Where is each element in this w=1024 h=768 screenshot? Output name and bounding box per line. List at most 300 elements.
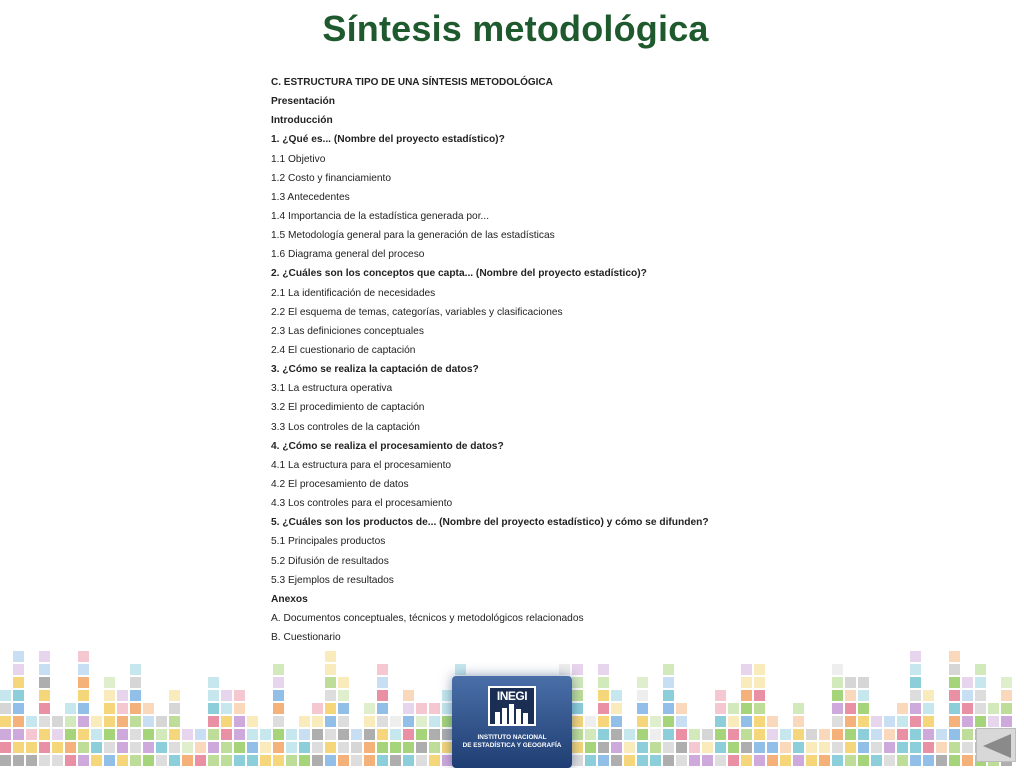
mosaic-tile xyxy=(13,729,24,740)
mosaic-tile xyxy=(832,742,843,753)
mosaic-tile xyxy=(845,729,856,740)
mosaic-tile xyxy=(910,664,921,675)
mosaic-tile xyxy=(65,729,76,740)
mosaic-tile xyxy=(832,755,843,766)
mosaic-tile xyxy=(156,755,167,766)
mosaic-tile xyxy=(416,703,427,714)
mosaic-tile xyxy=(598,742,609,753)
mosaic-tile xyxy=(104,742,115,753)
mosaic-tile xyxy=(741,677,752,688)
mosaic-tile xyxy=(910,703,921,714)
mosaic-tile xyxy=(325,729,336,740)
mosaic-tile xyxy=(572,690,583,701)
mosaic-tile xyxy=(403,755,414,766)
mosaic-tile xyxy=(962,742,973,753)
mosaic-tile xyxy=(234,742,245,753)
mosaic-tile xyxy=(741,716,752,727)
document-line: 1.1 Objetivo xyxy=(271,153,326,165)
mosaic-tile xyxy=(949,651,960,662)
document-line: 2. ¿Cuáles son los conceptos que capta... (Nombre del proyecto estadístico)? xyxy=(271,268,647,280)
mosaic-tile xyxy=(143,703,154,714)
mosaic-tile xyxy=(286,755,297,766)
mosaic-tile xyxy=(663,677,674,688)
mosaic-tile xyxy=(1001,703,1012,714)
mosaic-tile xyxy=(0,729,11,740)
mosaic-tile xyxy=(611,703,622,714)
mosaic-tile xyxy=(234,690,245,701)
mosaic-tile xyxy=(78,716,89,727)
mosaic-tile xyxy=(741,755,752,766)
mosaic-tile xyxy=(624,742,635,753)
mosaic-tile xyxy=(923,729,934,740)
mosaic-tile xyxy=(91,729,102,740)
mosaic-tile xyxy=(273,690,284,701)
mosaic-tile xyxy=(130,755,141,766)
mosaic-tile xyxy=(611,729,622,740)
mosaic-tile xyxy=(741,664,752,675)
mosaic-tile xyxy=(689,729,700,740)
mosaic-tile xyxy=(897,755,908,766)
mosaic-tile xyxy=(104,703,115,714)
mosaic-tile xyxy=(312,716,323,727)
mosaic-tile xyxy=(208,703,219,714)
mosaic-tile xyxy=(364,742,375,753)
mosaic-tile xyxy=(416,729,427,740)
mosaic-tile xyxy=(26,716,37,727)
mosaic-tile xyxy=(949,703,960,714)
mosaic-tile xyxy=(273,703,284,714)
mosaic-tile xyxy=(806,742,817,753)
mosaic-tile xyxy=(910,729,921,740)
mosaic-tile xyxy=(13,742,24,753)
mosaic-tile xyxy=(884,716,895,727)
mosaic-tile xyxy=(169,703,180,714)
mosaic-tile xyxy=(715,755,726,766)
mosaic-tile xyxy=(650,716,661,727)
mosaic-tile xyxy=(117,703,128,714)
mosaic-tile xyxy=(962,677,973,688)
mosaic-tile xyxy=(819,755,830,766)
mosaic-tile xyxy=(845,716,856,727)
mosaic-tile xyxy=(624,755,635,766)
mosaic-tile xyxy=(871,729,882,740)
mosaic-tile xyxy=(403,690,414,701)
mosaic-tile xyxy=(572,729,583,740)
mosaic-tile xyxy=(299,755,310,766)
mosaic-tile xyxy=(949,690,960,701)
mosaic-tile xyxy=(650,729,661,740)
mosaic-tile xyxy=(832,677,843,688)
mosaic-tile xyxy=(286,729,297,740)
mosaic-tile xyxy=(767,716,778,727)
mosaic-tile xyxy=(676,729,687,740)
mosaic-tile xyxy=(702,755,713,766)
mosaic-tile xyxy=(78,742,89,753)
mosaic-tile xyxy=(104,755,115,766)
document-line: A. Documentos conceptuales, técnicos y metodológicos relacionados xyxy=(271,612,584,624)
mosaic-tile xyxy=(585,716,596,727)
mosaic-tile xyxy=(767,755,778,766)
mosaic-tile xyxy=(247,742,258,753)
mosaic-tile xyxy=(299,716,310,727)
mosaic-tile xyxy=(962,716,973,727)
mosaic-tile xyxy=(130,690,141,701)
mosaic-tile xyxy=(1001,716,1012,727)
mosaic-tile xyxy=(364,703,375,714)
mosaic-tile xyxy=(689,755,700,766)
mosaic-tile xyxy=(793,716,804,727)
mosaic-tile xyxy=(962,755,973,766)
mosaic-tile xyxy=(949,742,960,753)
mosaic-tile xyxy=(325,651,336,662)
mosaic-tile xyxy=(182,755,193,766)
mosaic-tile xyxy=(572,716,583,727)
document-line: 1. ¿Qué es... (Nombre del proyecto estadístico)? xyxy=(271,134,505,146)
mosaic-tile xyxy=(221,703,232,714)
mosaic-tile xyxy=(637,729,648,740)
mosaic-tile xyxy=(325,716,336,727)
mosaic-tile xyxy=(377,703,388,714)
document-line: Introducción xyxy=(271,115,333,127)
mosaic-tile xyxy=(377,664,388,675)
mosaic-tile xyxy=(559,664,570,675)
mosaic-tile xyxy=(143,742,154,753)
mosaic-tile xyxy=(988,716,999,727)
mosaic-tile xyxy=(637,703,648,714)
mosaic-tile xyxy=(130,677,141,688)
mosaic-tile xyxy=(975,703,986,714)
mosaic-tile xyxy=(637,755,648,766)
mosaic-tile xyxy=(273,755,284,766)
mosaic-tile xyxy=(78,651,89,662)
mosaic-tile xyxy=(754,703,765,714)
mosaic-tile xyxy=(377,716,388,727)
mosaic-tile xyxy=(611,742,622,753)
mosaic-tile xyxy=(858,677,869,688)
mosaic-tile xyxy=(611,690,622,701)
mosaic-tile xyxy=(312,703,323,714)
mosaic-tile xyxy=(247,755,258,766)
mosaic-tile xyxy=(858,729,869,740)
structure-document xyxy=(271,76,771,650)
mosaic-tile xyxy=(949,716,960,727)
mosaic-tile xyxy=(273,729,284,740)
mosaic-tile xyxy=(195,755,206,766)
mosaic-tile xyxy=(377,690,388,701)
mosaic-tile xyxy=(663,716,674,727)
back-button[interactable] xyxy=(976,728,1016,762)
mosaic-tile xyxy=(273,742,284,753)
mosaic-tile xyxy=(975,690,986,701)
mosaic-tile xyxy=(91,755,102,766)
mosaic-tile xyxy=(910,651,921,662)
mosaic-tile xyxy=(403,703,414,714)
mosaic-tile xyxy=(234,729,245,740)
mosaic-tile xyxy=(143,716,154,727)
mosaic-tile xyxy=(247,729,258,740)
document-line: 2.3 Las definiciones conceptuales xyxy=(271,325,424,337)
mosaic-tile xyxy=(455,664,466,675)
mosaic-tile xyxy=(663,729,674,740)
mosaic-tile xyxy=(884,729,895,740)
slide-title: Síntesis metodológica xyxy=(322,8,709,49)
mosaic-tile xyxy=(65,716,76,727)
mosaic-tile xyxy=(325,755,336,766)
mosaic-tile xyxy=(169,742,180,753)
mosaic-tile xyxy=(390,729,401,740)
mosaic-tile xyxy=(52,755,63,766)
mosaic-tile xyxy=(611,755,622,766)
mosaic-tile xyxy=(39,742,50,753)
mosaic-tile xyxy=(39,651,50,662)
mosaic-tile xyxy=(819,729,830,740)
mosaic-tile xyxy=(611,716,622,727)
mosaic-tile xyxy=(117,729,128,740)
document-line: 3.3 Los controles de la captación xyxy=(271,421,420,433)
mosaic-tile xyxy=(78,729,89,740)
mosaic-tile xyxy=(741,690,752,701)
mosaic-tile xyxy=(169,690,180,701)
document-line: 4.3 Los controles para el procesamiento xyxy=(271,498,453,510)
mosaic-tile xyxy=(78,664,89,675)
logo-wordmark: INEGI xyxy=(496,689,528,703)
mosaic-tile xyxy=(208,716,219,727)
mosaic-tile xyxy=(572,677,583,688)
mosaic-tile xyxy=(923,742,934,753)
mosaic-tile xyxy=(26,742,37,753)
mosaic-tile xyxy=(208,677,219,688)
document-line: 3.2 El procedimiento de captación xyxy=(271,402,425,414)
mosaic-tile xyxy=(416,716,427,727)
mosaic-tile xyxy=(975,664,986,675)
mosaic-tile xyxy=(247,716,258,727)
document-line: B. Cuestionario xyxy=(271,632,341,644)
mosaic-tile xyxy=(936,729,947,740)
mosaic-tile xyxy=(728,729,739,740)
mosaic-tile xyxy=(780,729,791,740)
mosaic-tile xyxy=(754,690,765,701)
mosaic-tile xyxy=(403,729,414,740)
mosaic-tile xyxy=(728,755,739,766)
mosaic-tile xyxy=(52,742,63,753)
mosaic-tile xyxy=(182,742,193,753)
mosaic-tile xyxy=(637,677,648,688)
mosaic-tile xyxy=(910,716,921,727)
mosaic-tile xyxy=(585,755,596,766)
mosaic-tile xyxy=(325,677,336,688)
mosaic-tile xyxy=(793,742,804,753)
mosaic-tile xyxy=(78,690,89,701)
mosaic-tile xyxy=(169,755,180,766)
mosaic-tile xyxy=(715,690,726,701)
mosaic-tile xyxy=(338,729,349,740)
mosaic-tile xyxy=(65,755,76,766)
mosaic-tile xyxy=(416,742,427,753)
mosaic-tile xyxy=(806,729,817,740)
mosaic-tile xyxy=(676,755,687,766)
mosaic-tile xyxy=(754,677,765,688)
mosaic-tile xyxy=(897,742,908,753)
mosaic-tile xyxy=(858,703,869,714)
mosaic-tile xyxy=(676,703,687,714)
mosaic-tile xyxy=(975,677,986,688)
mosaic-tile xyxy=(143,729,154,740)
document-line: 5. ¿Cuáles son los productos de... (Nombre del proyecto estadístico) y cómo se difunden? xyxy=(271,517,709,529)
document-line: 1.6 Diagrama general del proceso xyxy=(271,249,425,261)
document-line: 4.2 El procesamiento de datos xyxy=(271,478,409,490)
mosaic-tile xyxy=(598,755,609,766)
mosaic-tile xyxy=(117,755,128,766)
mosaic-tile xyxy=(390,716,401,727)
mosaic-tile xyxy=(637,742,648,753)
mosaic-tile xyxy=(871,755,882,766)
document-line: C. ESTRUCTURA TIPO DE UNA SÍNTESIS METODOLÓGICA xyxy=(271,77,553,88)
mosaic-tile xyxy=(923,716,934,727)
mosaic-tile xyxy=(923,703,934,714)
mosaic-tile xyxy=(923,755,934,766)
mosaic-tile xyxy=(26,755,37,766)
mosaic-tile xyxy=(312,729,323,740)
mosaic-tile xyxy=(260,742,271,753)
building-icon xyxy=(494,704,530,724)
mosaic-tile xyxy=(923,690,934,701)
mosaic-tile xyxy=(130,716,141,727)
mosaic-tile xyxy=(832,729,843,740)
mosaic-tile xyxy=(104,729,115,740)
document-line: 2.2 El esquema de temas, categorías, variables y clasificaciones xyxy=(271,306,563,318)
mosaic-tile xyxy=(949,664,960,675)
mosaic-tile xyxy=(312,742,323,753)
mosaic-tile xyxy=(754,664,765,675)
mosaic-tile xyxy=(741,703,752,714)
mosaic-tile xyxy=(39,729,50,740)
mosaic-tile xyxy=(104,716,115,727)
mosaic-tile xyxy=(793,703,804,714)
mosaic-tile xyxy=(286,742,297,753)
mosaic-tile xyxy=(39,690,50,701)
mosaic-tile xyxy=(377,755,388,766)
document-line: 3. ¿Cómo se realiza la captación de datos? xyxy=(271,364,479,376)
mosaic-tile xyxy=(273,716,284,727)
mosaic-tile xyxy=(936,742,947,753)
mosaic-tile xyxy=(754,729,765,740)
mosaic-tile xyxy=(663,755,674,766)
mosaic-tile xyxy=(260,755,271,766)
mosaic-tile xyxy=(572,742,583,753)
mosaic-tile xyxy=(52,716,63,727)
mosaic-tile xyxy=(962,729,973,740)
mosaic-tile xyxy=(234,755,245,766)
mosaic-tile xyxy=(325,703,336,714)
mosaic-tile xyxy=(858,716,869,727)
mosaic-tile xyxy=(351,755,362,766)
mosaic-tile xyxy=(65,742,76,753)
document-line: 5.3 Ejemplos de resultados xyxy=(271,574,394,586)
mosaic-tile xyxy=(65,703,76,714)
mosaic-tile xyxy=(39,755,50,766)
mosaic-tile xyxy=(728,703,739,714)
mosaic-tile xyxy=(858,690,869,701)
mosaic-tile xyxy=(1001,677,1012,688)
mosaic-tile xyxy=(221,742,232,753)
mosaic-tile xyxy=(0,716,11,727)
mosaic-tile xyxy=(0,690,11,701)
inegi-logo xyxy=(452,676,572,768)
mosaic-tile xyxy=(832,664,843,675)
mosaic-tile xyxy=(117,716,128,727)
mosaic-tile xyxy=(234,716,245,727)
mosaic-tile xyxy=(715,703,726,714)
mosaic-tile xyxy=(429,716,440,727)
mosaic-tile xyxy=(884,742,895,753)
mosaic-tile xyxy=(156,729,167,740)
mosaic-tile xyxy=(572,664,583,675)
mosaic-tile xyxy=(728,742,739,753)
mosaic-tile xyxy=(910,742,921,753)
mosaic-tile xyxy=(624,729,635,740)
document-line: 1.5 Metodología general para la generación de las estadísticas xyxy=(271,230,555,242)
mosaic-tile xyxy=(650,742,661,753)
mosaic-tile xyxy=(962,703,973,714)
mosaic-tile xyxy=(130,703,141,714)
mosaic-tile xyxy=(429,703,440,714)
mosaic-tile xyxy=(897,729,908,740)
mosaic-tile xyxy=(143,755,154,766)
mosaic-tile xyxy=(949,755,960,766)
mosaic-tile xyxy=(936,755,947,766)
mosaic-tile xyxy=(715,729,726,740)
mosaic-tile xyxy=(338,742,349,753)
mosaic-tile xyxy=(910,677,921,688)
mosaic-tile xyxy=(585,742,596,753)
mosaic-tile xyxy=(429,729,440,740)
document-line: Presentación xyxy=(271,96,335,108)
mosaic-tile xyxy=(390,755,401,766)
mosaic-tile xyxy=(780,742,791,753)
mosaic-tile xyxy=(949,677,960,688)
document-line: 4. ¿Cómo se realiza el procesamiento de datos? xyxy=(271,440,504,452)
mosaic-tile xyxy=(741,729,752,740)
mosaic-tile xyxy=(78,755,89,766)
mosaic-tile xyxy=(273,677,284,688)
mosaic-tile xyxy=(312,755,323,766)
mosaic-tile xyxy=(182,729,193,740)
mosaic-tile xyxy=(364,755,375,766)
mosaic-tile xyxy=(156,716,167,727)
mosaic-tile xyxy=(793,729,804,740)
mosaic-tile xyxy=(598,716,609,727)
mosaic-tile xyxy=(221,755,232,766)
mosaic-tile xyxy=(598,729,609,740)
document-line: Anexos xyxy=(271,593,308,605)
mosaic-tile xyxy=(39,664,50,675)
mosaic-tile xyxy=(208,690,219,701)
mosaic-tile xyxy=(169,729,180,740)
mosaic-tile xyxy=(663,664,674,675)
mosaic-tile xyxy=(39,716,50,727)
mosaic-tile xyxy=(663,690,674,701)
mosaic-tile xyxy=(273,664,284,675)
mosaic-tile xyxy=(338,716,349,727)
mosaic-tile xyxy=(221,716,232,727)
mosaic-tile xyxy=(832,716,843,727)
mosaic-tile xyxy=(78,677,89,688)
mosaic-tile xyxy=(13,664,24,675)
document-line: 3.1 La estructura operativa xyxy=(271,383,393,395)
mosaic-tile xyxy=(650,755,661,766)
mosaic-tile xyxy=(962,690,973,701)
triangle-left-icon xyxy=(981,733,1013,759)
